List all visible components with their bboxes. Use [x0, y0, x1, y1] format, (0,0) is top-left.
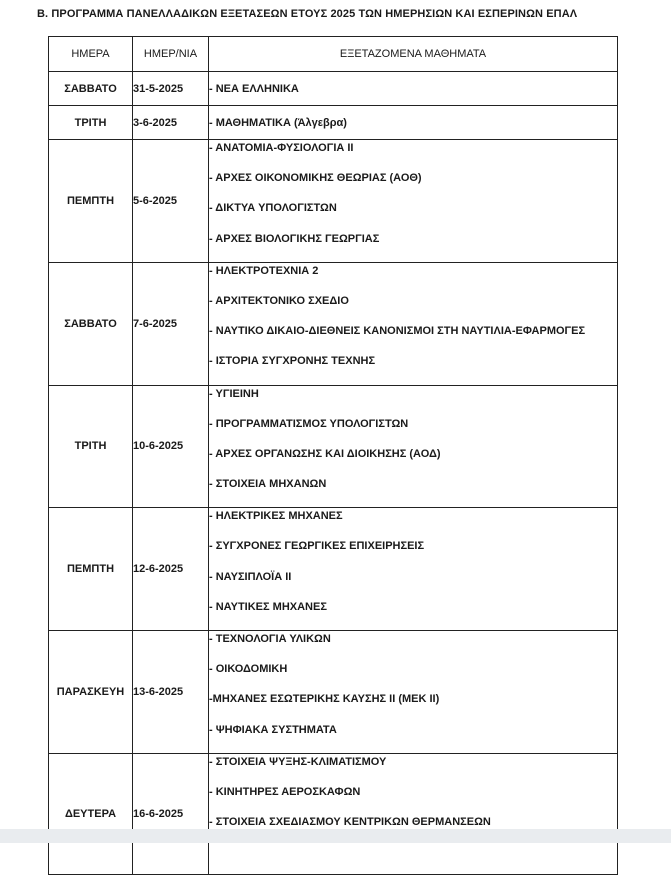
table-row — [49, 72, 618, 106]
row-date: 13-6-2025 — [133, 631, 209, 754]
subject-item: - ΜΑΘΗΜΑΤΙΚΑ (Άλγεβρα) — [209, 116, 347, 129]
row-date: 7-6-2025 — [133, 262, 209, 385]
table-row — [49, 631, 618, 754]
table-header-row — [49, 37, 618, 72]
row-date: 3-6-2025 — [133, 106, 209, 140]
subject-item: - ΣΥΓΧΡΟΝΕΣ ΓΕΩΡΓΙΚΕΣ ΕΠΙΧΕΙΡΗΣΕΙΣ — [209, 540, 425, 553]
row-date: 5-6-2025 — [133, 140, 209, 263]
subject-item: - ΝΕΑ ΕΛΛΗΝΙΚΑ — [209, 82, 299, 95]
subject-item: - ΚΙΝΗΤΗΡΕΣ ΑΕΡΟΣΚΑΦΩΝ — [209, 785, 361, 798]
header-subjects: ΕΞΕΤΑΖΟΜΕΝΑ ΜΑΘΗΜΑΤΑ — [209, 37, 618, 72]
subject-item: - ΗΛΕΚΤΡΟΤΕΧΝΙΑ 2 — [209, 264, 319, 277]
row-day: ΣΑΒΒΑΤΟ — [49, 262, 133, 385]
table-row — [49, 262, 618, 385]
row-date: 12-6-2025 — [133, 508, 209, 631]
row-subjects — [209, 508, 618, 631]
table-row — [49, 140, 618, 263]
row-day: ΠΑΡΑΣΚΕΥΗ — [49, 631, 133, 754]
header-date: ΗΜΕΡ/ΝΙΑ — [133, 37, 209, 72]
row-day: ΤΡΙΤΗ — [49, 106, 133, 140]
subject-item: - ΝΑΥΣΙΠΛΟΪΑ ΙΙ — [209, 570, 292, 583]
row-subjects — [209, 106, 618, 140]
subject-item: - ΑΡΧΕΣ ΟΡΓΑΝΩΣΗΣ ΚΑΙ ΔΙΟΙΚΗΣΗΣ (ΑΟΔ) — [209, 447, 441, 460]
row-subjects — [209, 631, 618, 754]
row-subjects — [209, 753, 618, 874]
subject-item: - ΠΡΟΓΡΑΜΜΑΤΙΣΜΟΣ ΥΠΟΛΟΓΙΣΤΩΝ — [209, 417, 409, 430]
row-day: ΣΑΒΒΑΤΟ — [49, 72, 133, 106]
table-row — [49, 508, 618, 631]
subject-item: - ΣΤΟΙΧΕΙΑ ΨΥΞΗΣ-ΚΛΙΜΑΤΙΣΜΟΥ — [209, 755, 387, 768]
subject-item: - ΣΤΟΙΧΕΙΑ ΜΗΧΑΝΩΝ — [209, 478, 327, 491]
row-date: 31-5-2025 — [133, 72, 209, 106]
table-row — [49, 753, 618, 874]
row-subjects — [209, 385, 618, 508]
exam-schedule-table — [48, 36, 618, 875]
table-row — [49, 106, 618, 140]
subject-item: - ΨΗΦΙΑΚΑ ΣΥΣΤΗΜΑΤΑ — [209, 723, 337, 736]
row-date: 16-6-2025 — [133, 753, 209, 874]
subject-item: - ΣΤΟΙΧΕΙΑ ΣΧΕΔΙΑΣΜΟΥ ΚΕΝΤΡΙΚΩΝ ΘΕΡΜΑΝΣΕΩΝ — [209, 816, 491, 829]
subject-item: - ΑΝΑΤΟΜΙΑ-ΦΥΣΙΟΛΟΓΙΑ ΙΙ — [209, 142, 354, 154]
row-subjects — [209, 262, 618, 385]
subject-item: - ΑΡΧΙΤΕΚΤΟΝΙΚΟ ΣΧΕΔΙΟ — [209, 294, 349, 307]
row-day: ΤΡΙΤΗ — [49, 385, 133, 508]
page-title: Β. ΠΡΟΓΡΑΜΜΑ ΠΑΝΕΛΛΑΔΙΚΩΝ ΕΞΕΤΑΣΕΩΝ ΕΤΟΥΣ 2025 ΤΩΝ ΗΜΕΡΗΣΙΩΝ ΚΑΙ ΕΣΠΕΡΙΝΩΝ ΕΠΑΛ — [37, 8, 578, 20]
subject-item: - ΝΑΥΤΙΚΕΣ ΜΗΧΑΝΕΣ — [209, 600, 327, 613]
subject-item: - ΥΓΙΕΙΝΗ — [209, 387, 259, 400]
subject-item: - ΝΑΥΤΙΚΟ ΔΙΚΑΙΟ-ΔΙΕΘΝΕΙΣ ΚΑΝΟΝΙΣΜΟΙ ΣΤΗ ΝΑΥΤΙΛΙΑ-ΕΦΑΡΜΟΓΕΣ — [209, 325, 586, 338]
subject-item: - ΗΛΕΚΤΡΙΚΕΣ ΜΗΧΑΝΕΣ — [209, 510, 343, 523]
row-subjects — [209, 140, 618, 263]
subject-item: - ΙΣΤΟΡΙΑ ΣΥΓΧΡΟΝΗΣ ΤΕΧΝΗΣ — [209, 355, 376, 368]
row-day: ΔΕΥΤΕΡΑ — [49, 753, 133, 874]
row-day: ΠΕΜΠΤΗ — [49, 140, 133, 263]
header-day: ΗΜΕΡΑ — [49, 37, 133, 72]
table-row — [49, 385, 618, 508]
subject-item: -ΜΗΧΑΝΕΣ ΕΣΩΤΕΡΙΚΗΣ ΚΑΥΣΗΣ ΙΙ (ΜΕΚ ΙΙ) — [209, 693, 440, 706]
viewer-bottom-strip — [0, 829, 671, 843]
row-day: ΠΕΜΠΤΗ — [49, 508, 133, 631]
row-date: 10-6-2025 — [133, 385, 209, 508]
subject-item: - ΑΡΧΕΣ ΟΙΚΟΝΟΜΙΚΗΣ ΘΕΩΡΙΑΣ (ΑΟΘ) — [209, 172, 422, 185]
subject-item: - ΔΙΚΤΥΑ ΥΠΟΛΟΓΙΣΤΩΝ — [209, 202, 337, 215]
subject-item: - ΑΡΧΕΣ ΒΙΟΛΟΓΙΚΗΣ ΓΕΩΡΓΙΑΣ — [209, 232, 380, 245]
row-subjects — [209, 72, 618, 106]
subject-item: - ΟΙΚΟΔΟΜΙΚΗ — [209, 663, 288, 676]
subject-item: - ΤΕΧΝΟΛΟΓΙΑ ΥΛΙΚΩΝ — [209, 633, 331, 645]
